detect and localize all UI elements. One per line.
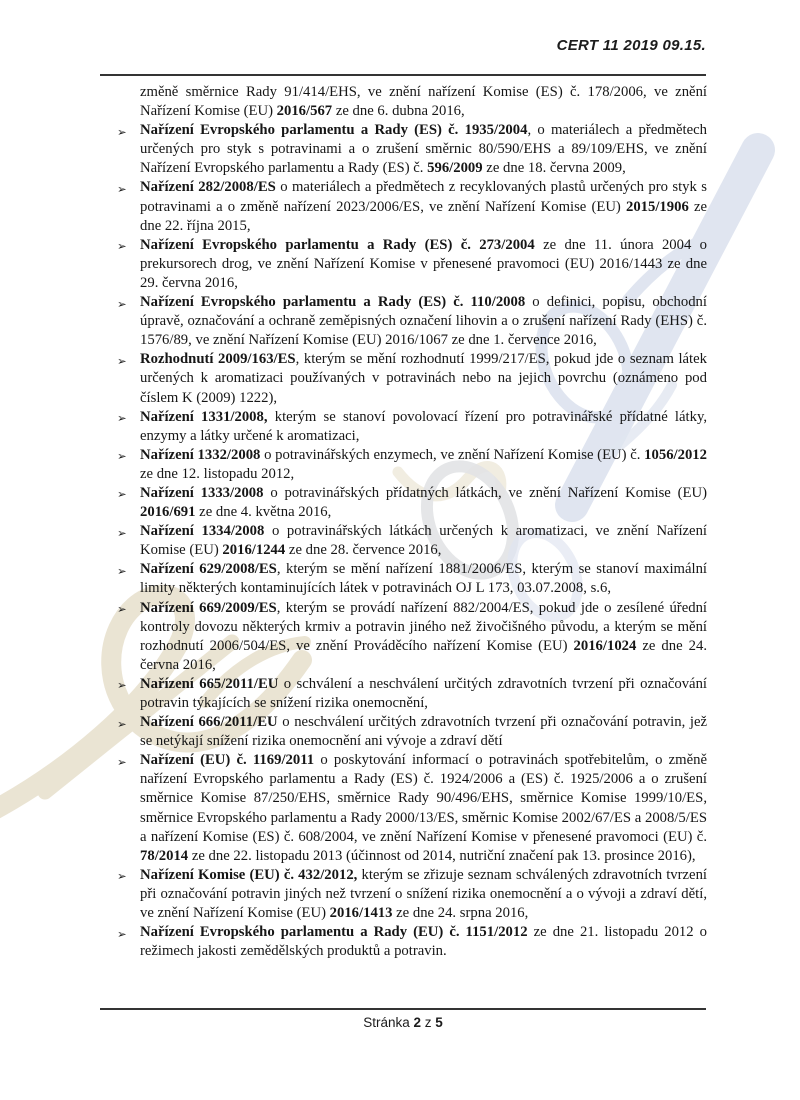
text-run: ze dne 28. července 2016,	[285, 542, 442, 559]
footer-page-number: 2	[413, 1015, 421, 1030]
text-run: , kterým se provádí nařízení 882/2004/ES, pokud jde o zesílené úřední kontroly dovozu některých krmiv a potravin jiného než živočišného původu, a kterým se mění rozhodnutí 2006/504/ES, ve znění Prováděcího nařízení Komise (EU)	[140, 599, 707, 654]
arrow-bullet-icon: ➢	[117, 124, 127, 139]
text-run: kterým se zřizuje seznam schválených zdravotních tvrzení při označování potravin jiných než tvrzení o snížení rizika onemocnění a o vývoji a zdraví dětí, ve znění Nařízení Komise (EU)	[140, 866, 707, 922]
text-run: o materiálech a předmětech z recyklovaných plastů určených pro styk s potravinami a o změně nařízení 2023/2006/ES, ve znění Nařízení Komise (EU)	[140, 179, 707, 215]
bold-text-run: 1056/2012	[644, 446, 707, 463]
text-run: kterým se stanoví povolovací řízení pro potravinářské přídatné látky, enzymy a látky určené k aromatizaci,	[140, 408, 707, 444]
bold-text-run: 78/2014	[140, 847, 189, 864]
text-run: ze dne 6. dubna 2016,	[332, 103, 465, 120]
bold-text-run: Nařízení (EU) č. 1169/2011	[140, 752, 315, 769]
bold-text-run: 2016/1413	[329, 905, 393, 922]
list-item	[100, 446, 707, 484]
header-doc-code: CERT 11 2019 09.15.	[556, 37, 706, 54]
bold-text-run: Nařízení Evropského parlamentu a Rady (ES) č. 110/2008	[140, 294, 526, 311]
list-item	[100, 408, 707, 446]
bold-text-run: Nařízení 1334/2008	[140, 523, 265, 540]
footer-rule	[100, 1008, 706, 1010]
list-item-text	[140, 600, 707, 673]
arrow-bullet-icon: ➢	[117, 525, 127, 540]
list-item	[100, 293, 707, 350]
bold-text-run: Rozhodnutí 2009/163/ES	[140, 351, 296, 368]
text-run: ze dne 18. června 2009,	[482, 160, 626, 177]
list-item	[100, 599, 707, 675]
text-run: o potravinářských látkách určených k aromatizaci, ve znění Nařízení Komise (EU)	[140, 523, 707, 559]
list-item-text	[140, 714, 707, 749]
text-run: ze dne 11. února 2004 o prekursorech drog, ve znění Nařízení Komise v přenesené pravomoci (EU) 2016/1443 ze dne 29. června 2016,	[140, 236, 707, 291]
text-run: o poskytování informací o potravinách spotřebitelům, o změně nařízení Evropského parlamentu a Rady (ES) č. 1924/2006 a (ES) č. 1925/2006 a o zrušení směrnice Komise 87/250/EHS, směrnice Rady 90/496/EHS, směrnice Komise 1999/10/ES, směrnice Evropského parlamentu a Rady 2000/13/ES, směrnic Komise 2002/67/ES a 2008/5/ES a nařízení Komise (ES) č. 608/2004, ve znění Nařízení Komise v přenesené pravomoci (EU) č.	[140, 752, 707, 845]
list-item-text	[140, 867, 707, 921]
text-run: ze dne 22. října 2015,	[140, 198, 707, 234]
text-run: ze dne 21. listopadu 2012 o režimech jakosti zemědělských produktů a potravin.	[140, 924, 707, 960]
bold-text-run: Nařízení Komise (EU) č. 432/2012,	[140, 866, 358, 883]
arrow-bullet-icon: ➢	[117, 181, 127, 196]
list-item-text	[140, 179, 707, 233]
arrow-bullet-icon: ➢	[117, 239, 127, 254]
list-item	[100, 121, 707, 178]
list-item	[100, 923, 707, 961]
list-item	[100, 236, 707, 293]
list-item	[100, 866, 707, 923]
list-item-text	[140, 676, 707, 711]
list-item-text	[140, 237, 707, 291]
text-run: o schválení a neschválení určitých zdravotních tvrzení při označování potravin týkajících se snížení rizika onemocnění,	[140, 675, 707, 711]
list-item-text	[140, 447, 707, 482]
arrow-bullet-icon: ➢	[117, 602, 127, 617]
text-run: ze dne 4. května 2016,	[195, 504, 332, 521]
arrow-bullet-icon: ➢	[117, 754, 127, 769]
arrow-bullet-icon: ➢	[117, 411, 127, 426]
list-item-text	[140, 752, 707, 863]
arrow-bullet-icon: ➢	[117, 449, 127, 464]
bold-text-run: 596/2009	[427, 160, 483, 177]
list-item	[100, 713, 707, 751]
bold-text-run: Nařízení 1333/2008	[140, 484, 264, 501]
bold-text-run: Nařízení 665/2011/EU	[140, 675, 279, 692]
list-item-text	[140, 294, 707, 348]
bold-text-run: Nařízení 1332/2008	[140, 446, 261, 463]
document-header	[100, 37, 706, 54]
arrow-bullet-icon: ➢	[117, 716, 127, 731]
text-run: o potravinářských enzymech, ve znění Nařízení Komise (EU) č.	[260, 446, 645, 463]
bold-text-run: 2016/1244	[222, 542, 286, 559]
arrow-bullet-icon: ➢	[117, 926, 127, 941]
bold-text-run: Nařízení 629/2008/ES	[140, 561, 277, 578]
list-item-text	[140, 485, 707, 520]
arrow-bullet-icon: ➢	[117, 563, 127, 578]
list-item-text	[140, 122, 707, 176]
text-run: ze dne 24. srpna 2016,	[392, 905, 529, 922]
document-body	[100, 83, 707, 1005]
bold-text-run: 2015/1906	[625, 198, 689, 215]
list-item-text	[140, 924, 707, 959]
text-run: o potravinářských přídatných látkách, ve znění Nařízení Komise (EU)	[263, 484, 707, 501]
list-item	[100, 675, 707, 713]
text-run: , kterým se mění rozhodnutí 1999/217/ES, pokud jde o seznam látek určených k aromatizaci používaných v potravinách nebo na jejich povrchu (oznámeno pod číslem K (2009) 1222),	[140, 351, 707, 406]
regulation-list	[100, 121, 707, 961]
arrow-bullet-icon: ➢	[117, 678, 127, 693]
text-run: změně směrnice Rady 91/414/EHS, ve znění nařízení Komise (ES) č. 178/2006, ve znění Nařízení Komise (EU)	[140, 84, 707, 120]
text-run: ze dne 12. listopadu 2012,	[140, 465, 295, 482]
footer-of-separator: z	[424, 1015, 432, 1030]
bold-text-run: Nařízení Evropského parlamentu a Rady (ES) č. 1935/2004	[140, 122, 528, 139]
list-item	[100, 751, 707, 866]
text-run: , kterým se mění nařízení 1881/2006/ES, kterým se stanoví maximální limity některých kontaminujících látek v potravinách OJ L 173, 03.07.2008, s.6,	[140, 561, 707, 597]
text-run: ze dne 24. června 2016,	[140, 637, 707, 673]
bold-text-run: 2016/1024	[573, 637, 637, 654]
bold-text-run: Nařízení 666/2011/EU	[140, 714, 278, 731]
arrow-bullet-icon: ➢	[117, 487, 127, 502]
footer-page-label: Stránka	[363, 1015, 410, 1030]
list-item-text	[140, 409, 707, 444]
bold-text-run: Nařízení Evropského parlamentu a Rady (ES) č. 273/2004	[140, 236, 535, 253]
bold-text-run: Nařízení 669/2009/ES	[140, 599, 277, 616]
continuation-paragraph	[100, 83, 707, 121]
text-run: , o materiálech a předmětech určených pro styk s potravinami a o zrušení směrnic 80/590/EHS a 89/109/EHS, ve znění Nařízení Evropského parlamentu a Rady (ES) č.	[140, 122, 707, 177]
text-run: ze dne 22. listopadu 2013 (účinnost od 2014, nutriční značení pak 13. prosince 2016),	[188, 847, 696, 864]
bold-text-run: 2016/567	[276, 103, 333, 120]
bold-text-run: Nařízení 1331/2008,	[140, 408, 268, 425]
list-item	[100, 484, 707, 522]
arrow-bullet-icon: ➢	[117, 869, 127, 884]
bold-text-run: Nařízení 282/2008/ES	[140, 179, 276, 196]
list-item	[100, 178, 707, 235]
bold-text-run: 2016/691	[140, 504, 196, 521]
list-item-text	[140, 523, 707, 558]
arrow-bullet-icon: ➢	[117, 353, 127, 368]
arrow-bullet-icon: ➢	[117, 296, 127, 311]
text-run: o neschválení určitých zdravotních tvrzení při označování potravin, jež se netýkají snížení rizika onemocnění ani vývoje a zdraví dětí	[140, 714, 707, 750]
page-footer	[100, 1015, 706, 1030]
list-item-text	[140, 351, 707, 405]
list-item	[100, 522, 707, 560]
list-item-text	[140, 561, 707, 596]
header-rule	[100, 74, 706, 76]
list-item	[100, 560, 707, 598]
list-item	[100, 350, 707, 407]
footer-total-pages: 5	[435, 1015, 443, 1030]
text-run: o definici, popisu, obchodní úpravě, označování a ochraně zeměpisných označení lihovin a o zrušení nařízení Rady (EHS) č. 1576/89, ve znění Nařízení Komise (EU) 2016/1067 ze dne 1. července 2016,	[140, 294, 707, 349]
bold-text-run: Nařízení Evropského parlamentu a Rady (EU) č. 1151/2012	[140, 924, 528, 941]
